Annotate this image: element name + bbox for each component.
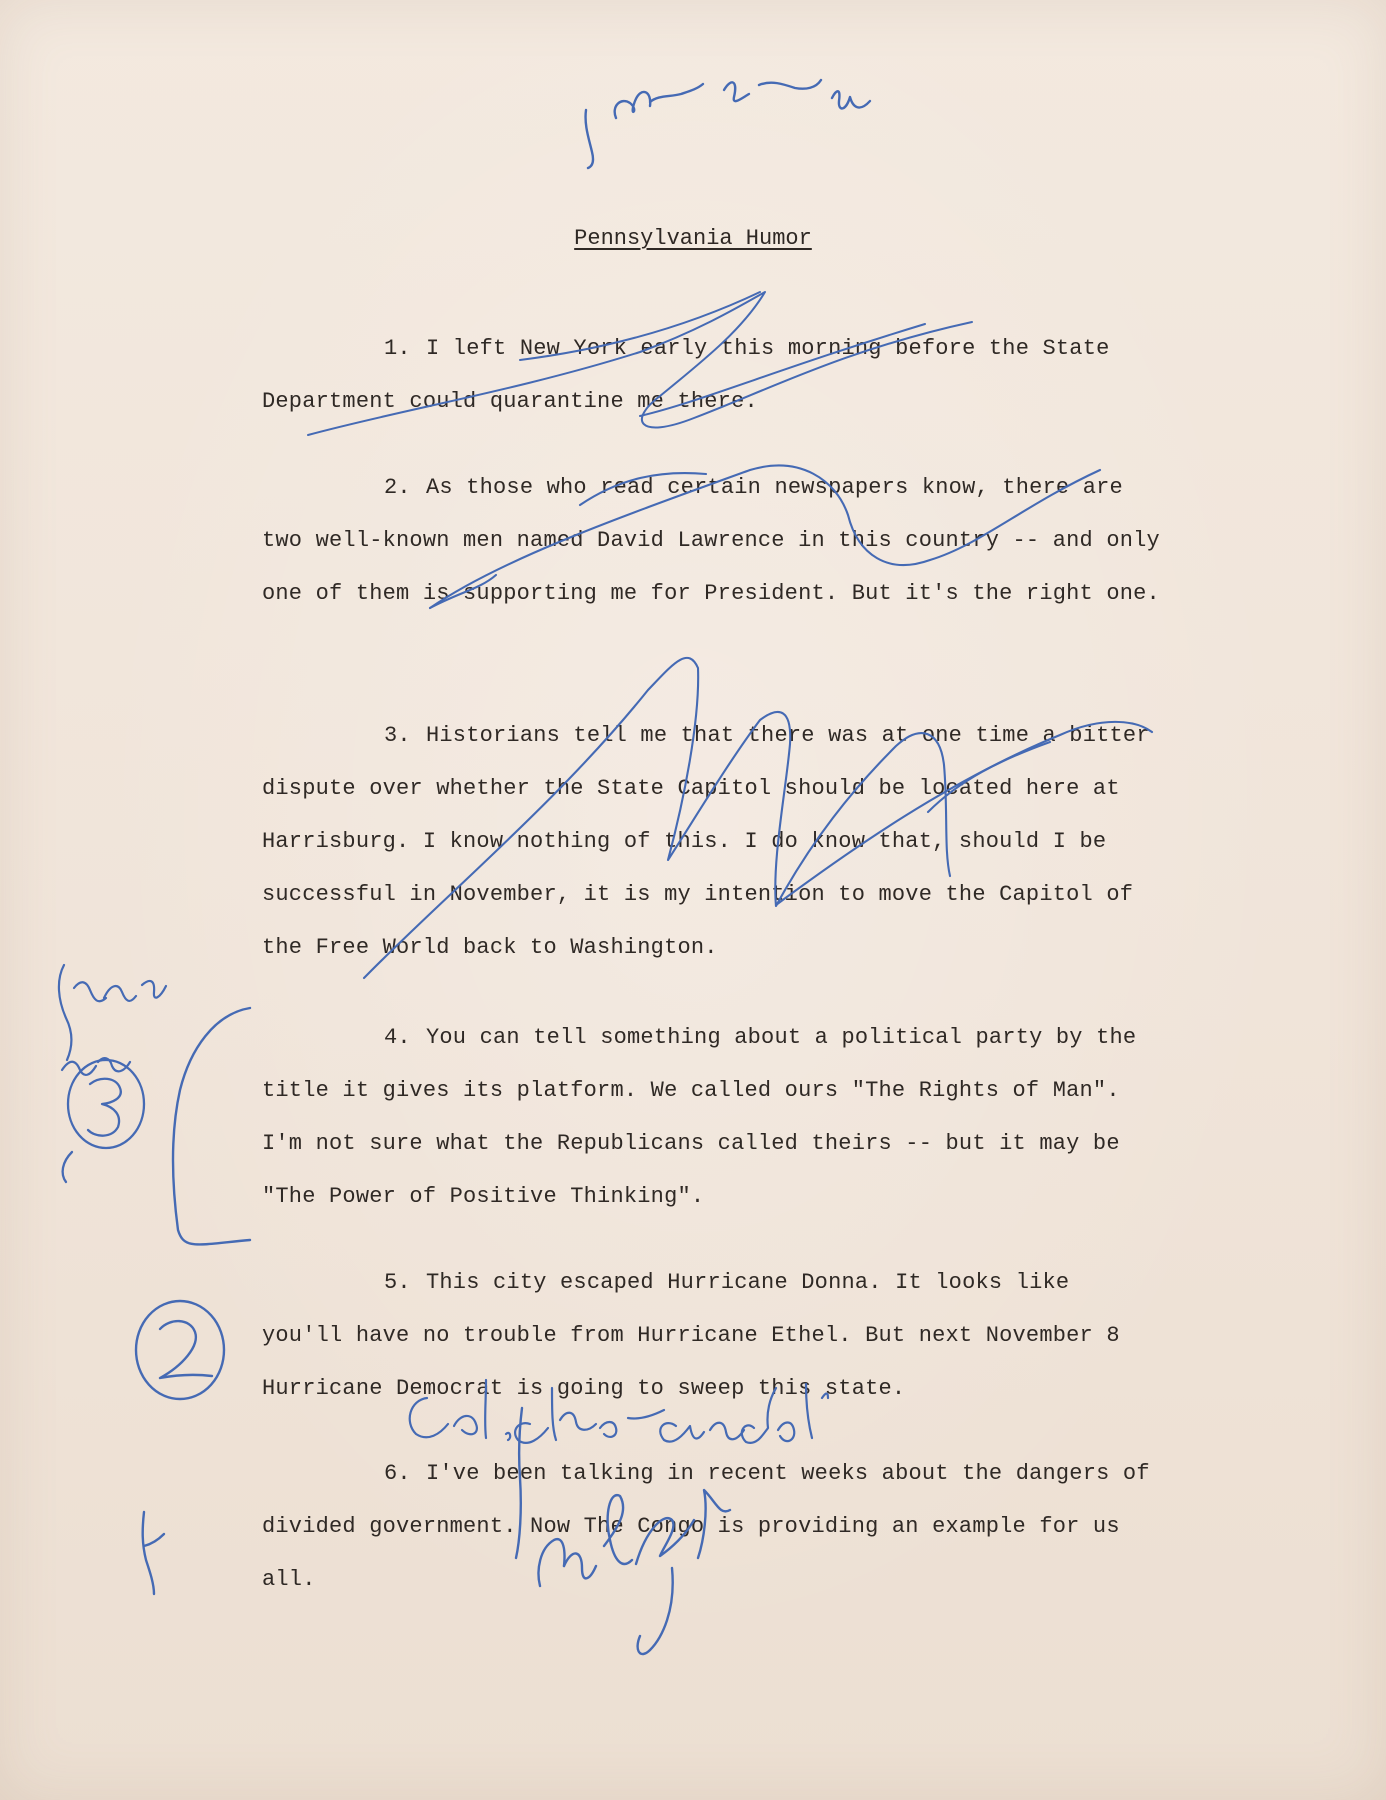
left-margin-number-4 bbox=[143, 1512, 164, 1594]
paragraph-number: 1. bbox=[384, 336, 411, 361]
left-margin-note bbox=[59, 965, 166, 1075]
circled-number-2 bbox=[136, 1301, 224, 1399]
paragraph-6 bbox=[262, 1447, 1162, 1606]
top-handwritten-note bbox=[586, 80, 870, 168]
paragraph-4 bbox=[262, 1011, 1162, 1223]
paragraph-5 bbox=[262, 1256, 1162, 1415]
paragraph-3 bbox=[262, 709, 1162, 974]
paragraph-text: Historians tell me that there was at one time a bitter dispute over whether the State Capitol should be located here at Harrisburg. I know nothing of this. I do know that, should I be successful in November, it is my intention to move the Capitol of the Free World back to Washington. bbox=[262, 723, 1150, 960]
paragraph-text: I've been talking in recent weeks about the dangers of divided government. Now The Congo is providing an example for us all. bbox=[262, 1461, 1150, 1592]
paragraph-number: 6. bbox=[384, 1461, 411, 1486]
paragraph-text: You can tell something about a political party by the title it gives its platform. We called ours "The Rights of Man". I'm not sure what the Republicans called theirs -- but it may be "The Power of Positive Thinking". bbox=[262, 1025, 1137, 1209]
paragraph-text: As those who read certain newspapers know, there are two well-known men named David Lawrence in this country -- and only one of them is supporting me for President. But it's the right one. bbox=[262, 475, 1160, 606]
document-title bbox=[0, 226, 1386, 251]
paragraph-text: This city escaped Hurricane Donna. It looks like you'll have no trouble from Hurricane Ethel. But next November 8 Hurricane Democrat is going to sweep this state. bbox=[262, 1270, 1120, 1401]
paragraph-number: 2. bbox=[384, 475, 411, 500]
paragraph-text: I left New York early this morning before the State Department could quarantine me there. bbox=[262, 336, 1110, 414]
paragraph-1 bbox=[262, 322, 1162, 428]
paragraph-2 bbox=[262, 461, 1162, 620]
paragraph-number: 4. bbox=[384, 1025, 411, 1050]
paragraph-number: 3. bbox=[384, 723, 411, 748]
circled-number-3 bbox=[63, 1060, 144, 1182]
paragraph-number: 5. bbox=[384, 1270, 411, 1295]
left-bracket-paragraph-4 bbox=[173, 1008, 250, 1244]
document-title-text: Pennsylvania Humor bbox=[574, 226, 812, 251]
